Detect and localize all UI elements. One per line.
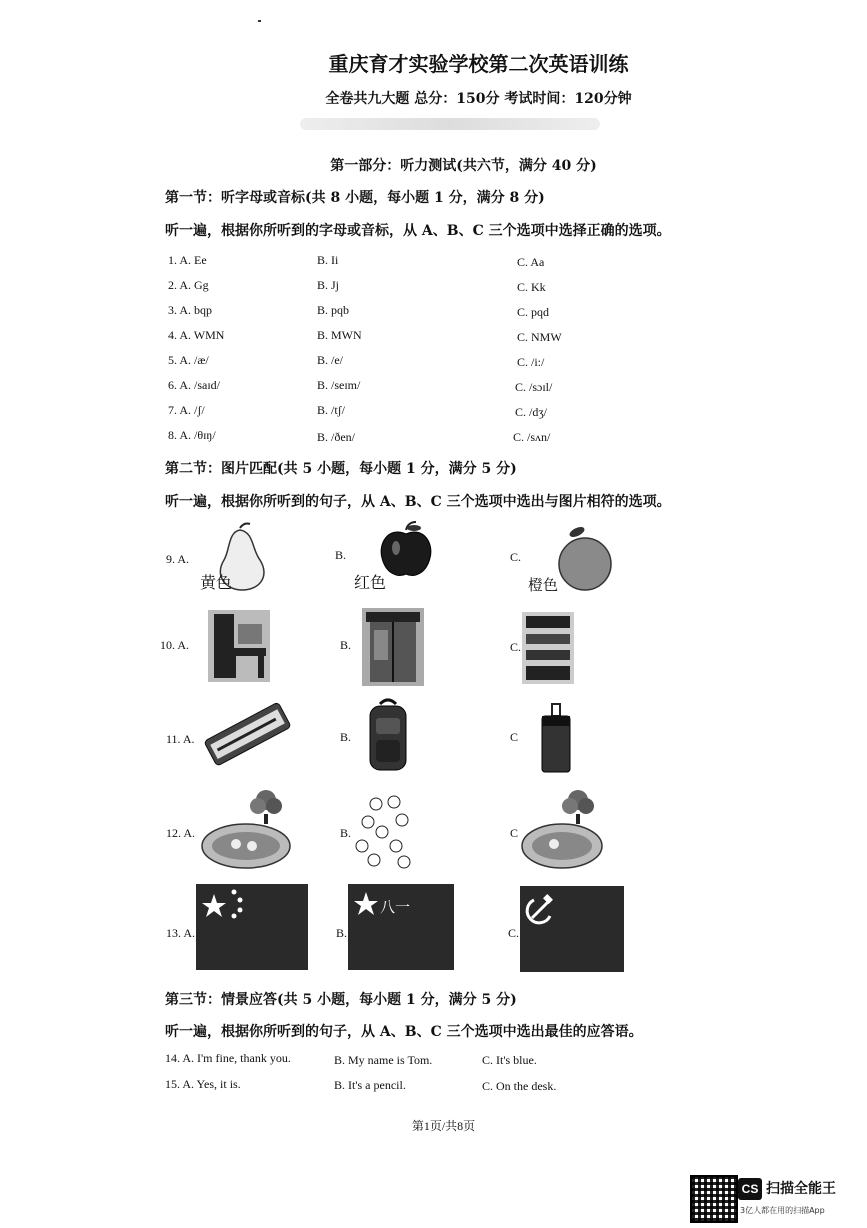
scanner-app-name: 扫描全能王 [766, 1181, 836, 1197]
q8-option-b: B. /ðen/ [317, 430, 355, 444]
chair-image [208, 610, 270, 682]
q9-label-c: C. [510, 550, 522, 564]
q13-label-b: B. [336, 926, 348, 940]
q11-label-c: C [510, 730, 519, 744]
section2-title: 第二节：图片匹配(共 5 小题，每小题 1 分，满分 5 分) [165, 461, 517, 477]
scanner-tagline: 3亿人都在用的扫描App [740, 1206, 825, 1215]
q8-option-a: 8. A. /θɪŋ/ [168, 428, 216, 442]
q3-option-b: B. pqb [317, 303, 350, 317]
qr-code-icon [690, 1175, 738, 1223]
q1-option-b: B. Ii [317, 253, 339, 267]
q10-label-b: B. [340, 638, 352, 652]
blurred-line [300, 118, 600, 130]
q1-option-c: C. Aa [517, 255, 545, 269]
china-flag-image [196, 884, 308, 970]
q12-label-c: C [510, 826, 519, 840]
q6-option-b: B. /seɪm/ [317, 378, 361, 392]
q11-label-b: B. [340, 730, 352, 744]
q6-option-c: C. /sɔɪl/ [515, 380, 553, 394]
q12-label-b: B. [340, 826, 352, 840]
q9-label-b: B. [335, 548, 347, 562]
bayi-flag-text: 八一 [380, 898, 411, 916]
ducklings-image [352, 790, 422, 870]
suitcase-image [538, 702, 574, 776]
orange-caption: 橙色 [528, 576, 559, 594]
section1-title: 第一节：听字母或音标(共 8 小题，每小题 1 分，满分 8 分) [165, 190, 545, 206]
q5-option-c: C. /i:/ [517, 355, 545, 369]
q14-option-b: B. My name is Tom. [334, 1053, 433, 1067]
scan-mark [258, 20, 261, 22]
q2-option-c: C. Kk [517, 280, 546, 294]
q7-option-a: 7. A. /ʃ/ [168, 403, 205, 417]
q15-option-c: C. On the desk. [482, 1079, 557, 1093]
q5-option-b: B. /e/ [317, 353, 343, 367]
q4-option-c: C. NMW [517, 330, 562, 344]
q14-option-a: 14. A. I'm fine, thank you. [165, 1051, 291, 1065]
pear-caption: 黄色 [200, 573, 233, 592]
bayi-flag-image [348, 884, 454, 970]
q6-option-a: 6. A. /saɪd/ [168, 378, 221, 392]
section3-instruction: 听一遍，根据你所听到的句子，从 A、B、C 三个选项中选出最佳的应答语。 [165, 1024, 643, 1040]
q10-label-c: C. [510, 640, 522, 654]
q13-label-a: 13. A. [166, 926, 196, 940]
q12-label-a: 12. A. [166, 826, 196, 840]
page-number: 第1页/共8页 [411, 1119, 476, 1133]
section2-instruction: 听一遍，根据你所听到的句子，从 A、B、C 三个选项中选出与图片相符的选项。 [165, 494, 671, 510]
part1-title: 第一部分：听力测试(共六节，满分 40 分) [330, 158, 597, 174]
q4-option-a: 4. A. WMN [168, 328, 225, 342]
backpack-image [366, 698, 410, 774]
q2-option-a: 2. A. Gg [168, 278, 209, 292]
q9-label-a: 9. A. [166, 552, 190, 566]
party-flag-image [520, 886, 624, 972]
q15-option-a: 15. A. Yes, it is. [165, 1077, 241, 1091]
section3-title: 第三节：情景应答(共 5 小题，每小题 1 分，满分 5 分) [165, 992, 517, 1008]
exam-info: 全卷共九大题 总分：150分 考试时间：120分钟 [325, 91, 632, 107]
q3-option-c: C. pqd [517, 305, 550, 319]
q10-label-a: 10. A. [160, 638, 190, 652]
q3-option-a: 3. A. bqp [168, 303, 213, 317]
camscanner-logo-icon: CS [738, 1178, 762, 1200]
apple-caption: 红色 [354, 573, 387, 592]
q7-option-c: C. /dʒ/ [515, 405, 547, 419]
pond-ducks-image [200, 788, 300, 874]
cabinet-image [362, 608, 424, 686]
q8-option-c: C. /sʌn/ [513, 430, 551, 444]
page-title: 重庆育才实验学校第二次英语训练 [328, 52, 629, 76]
q13-label-c: C. [508, 926, 520, 940]
orange-image [555, 522, 615, 592]
q14-option-c: C. It's blue. [482, 1053, 537, 1067]
section1-instruction: 听一遍，根据你所听到的字母或音标，从 A、B、C 三个选项中选择正确的选项。 [165, 223, 671, 239]
q2-option-b: B. Jj [317, 278, 340, 292]
q4-option-b: B. MWN [317, 328, 362, 342]
q11-label-a: 11. A. [166, 732, 195, 746]
bookshelf-image [522, 612, 574, 684]
q7-option-b: B. /tʃ/ [317, 403, 346, 417]
q5-option-a: 5. A. /æ/ [168, 353, 209, 367]
q1-option-a: 1. A. Ee [168, 253, 207, 267]
pond-ducks-image-c [520, 788, 610, 872]
q15-option-b: B. It's a pencil. [334, 1078, 406, 1092]
pencil-box-image [200, 700, 296, 770]
